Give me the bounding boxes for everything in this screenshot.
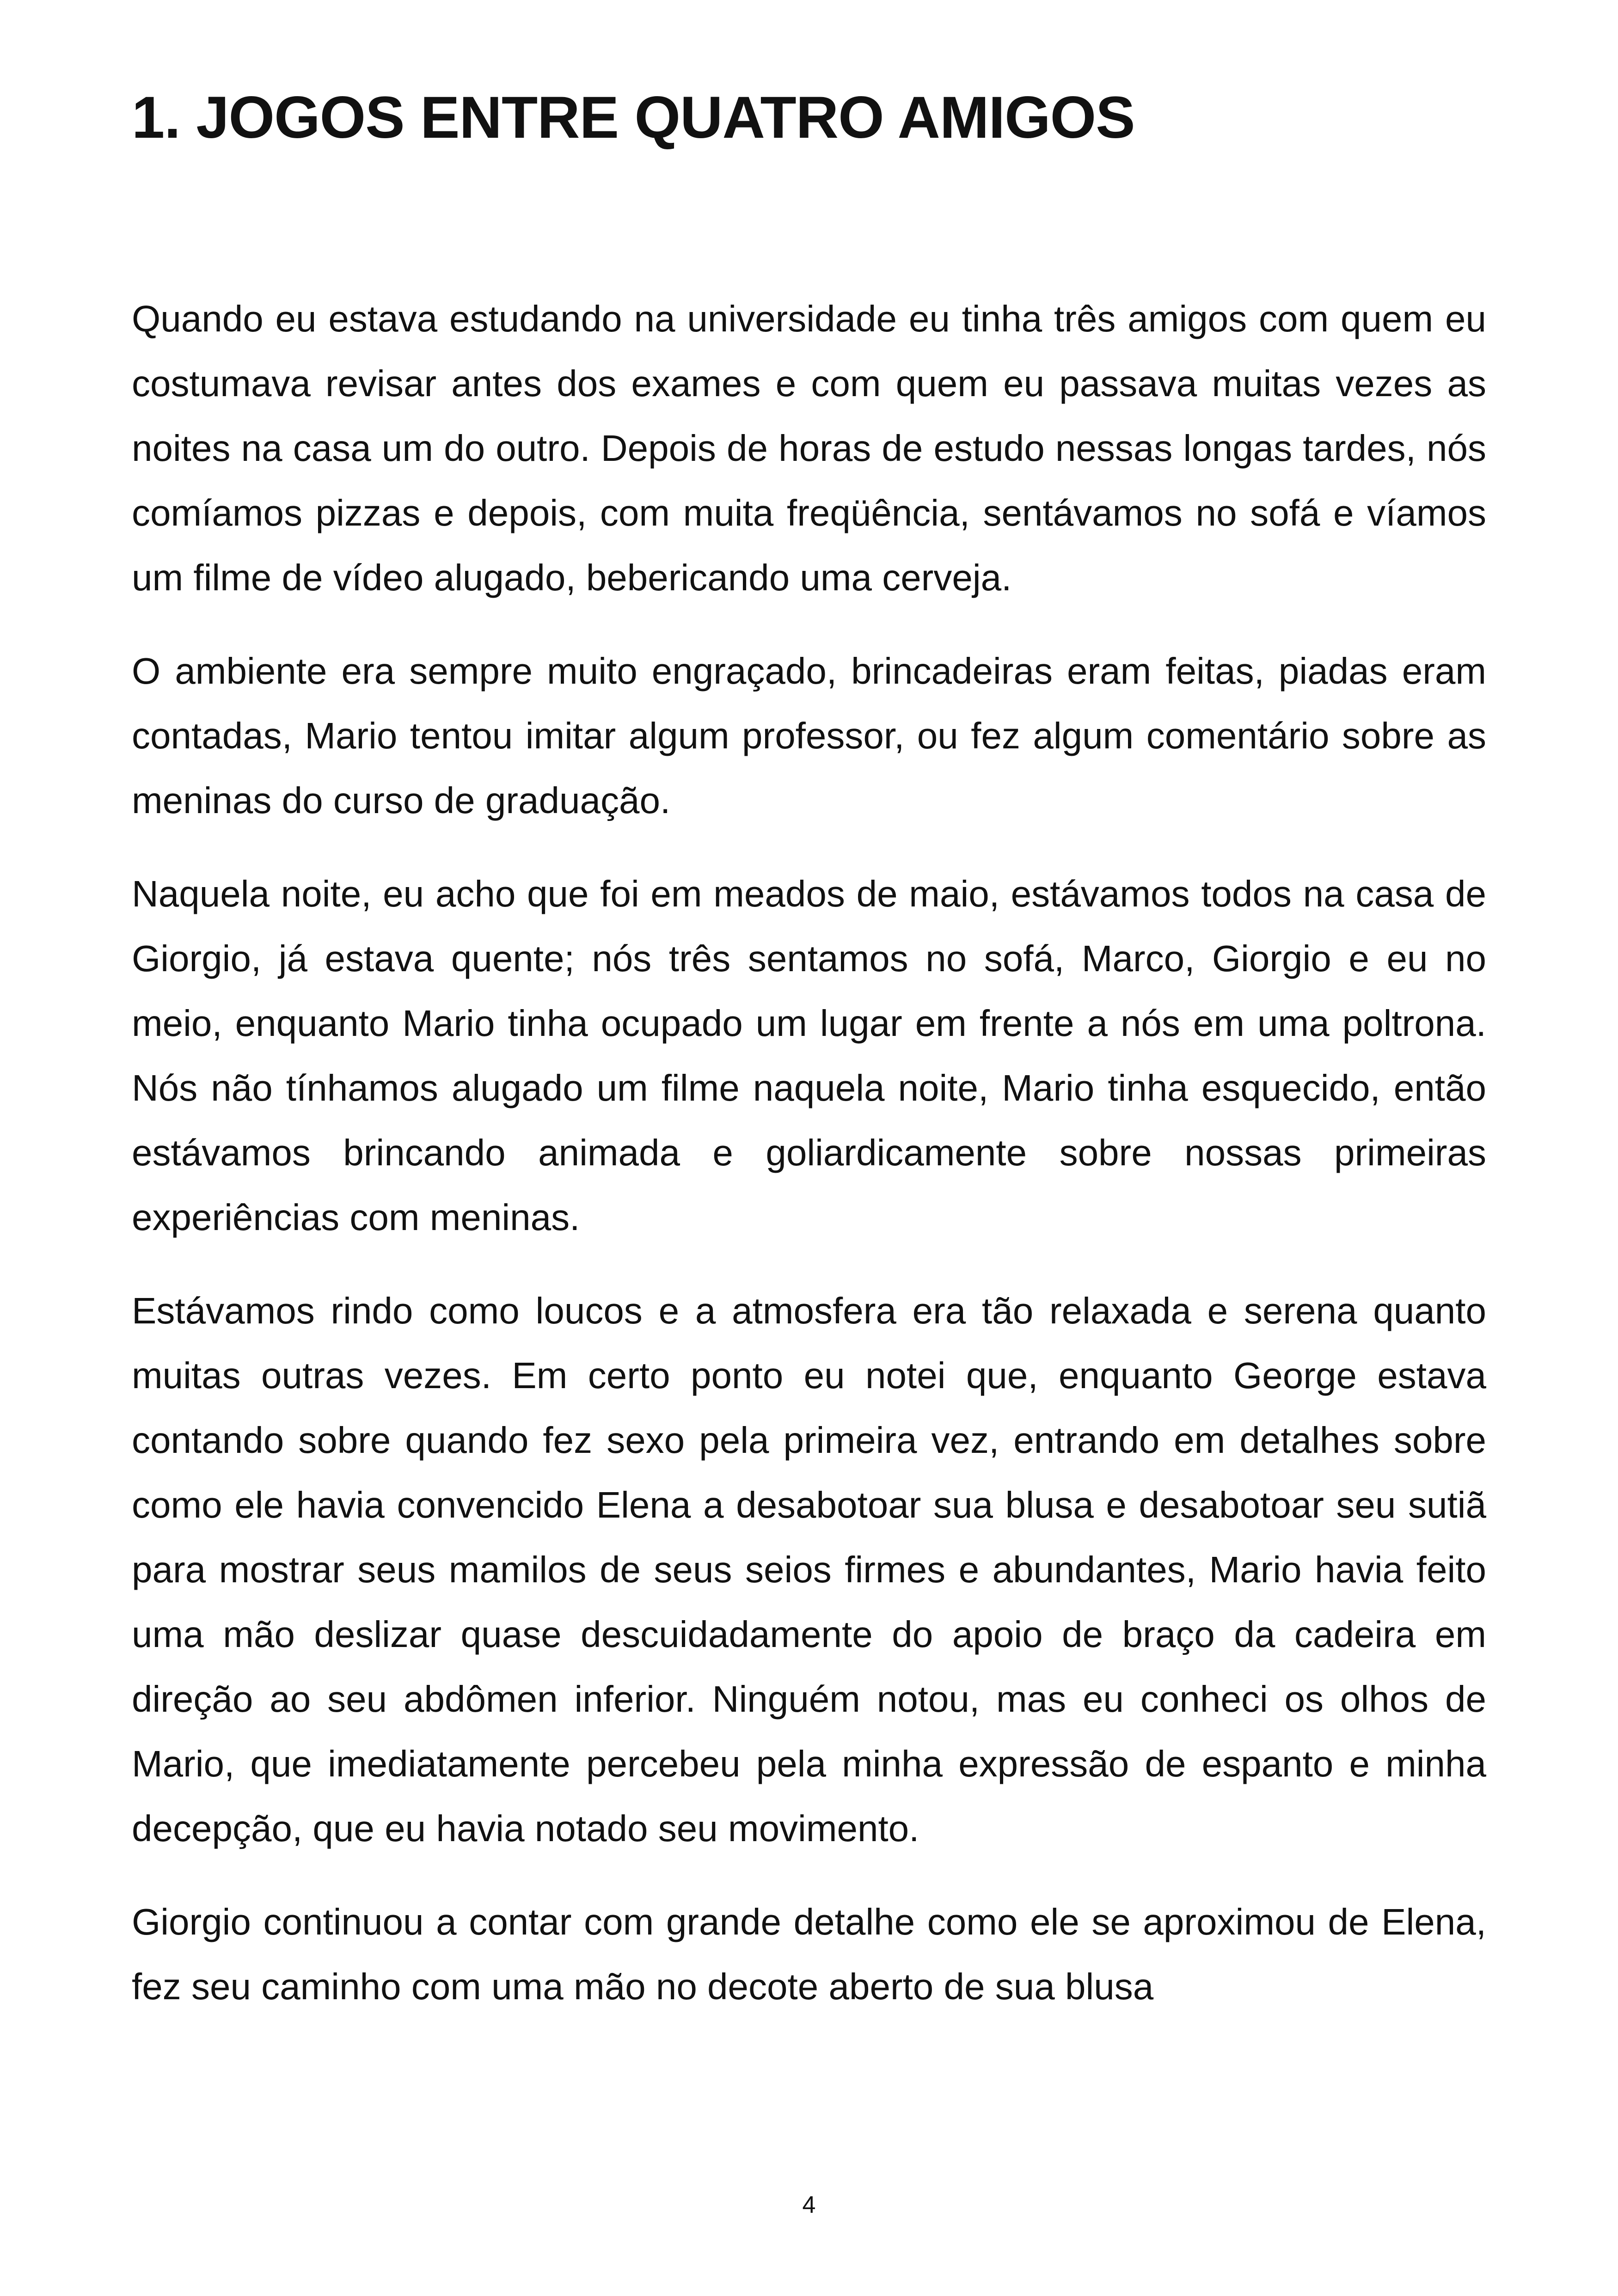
page-number: 4 [802, 2192, 816, 2218]
paragraph-1: Quando eu estava estudando na universidade eu tinha três amigos com quem eu costumava revisar antes dos exames e com quem eu passava muitas vezes as noites na casa um do outro. Depois de horas de estudo nessas longas tardes, nós comíamos pizzas e depois, com muita freqüência, sentávamos no sofá e víamos um filme de vídeo alugado, bebericando uma cerveja. [132, 298, 1486, 598]
paragraph-2: O ambiente era sempre muito engraçado, brincadeiras eram feitas, piadas eram contadas, Mario tentou imitar algum professor, ou fez algum comentário sobre as meninas do curso de graduação. [132, 650, 1486, 821]
chapter-title: 1. JOGOS ENTRE QUATRO AMIGOS [132, 85, 1135, 151]
chapter-body [132, 287, 1486, 2048]
paragraph-5: Giorgio continuou a contar com grande detalhe como ele se aproximou de Elena, fez seu caminho com uma mão no decote aberto de sua blusa [132, 1901, 1486, 2007]
paragraph-3: Naquela noite, eu acho que foi em meados de maio, estávamos todos na casa de Giorgio, já estava quente; nós três sentamos no sofá, Marco, Giorgio e eu no meio, enquanto Mario tinha ocupado um lugar em frente a nós em uma poltrona. Nós não tínhamos alugado um filme naquela noite, Mario tinha esquecido, então estávamos brincando animada e goliardicamente sobre nossas primeiras experiências com meninas. [132, 873, 1486, 1238]
paragraph-4: Estávamos rindo como loucos e a atmosfera era tão relaxada e serena quanto muitas outras vezes. Em certo ponto eu notei que, enquanto George estava contando sobre quando fez sexo pela primeira vez, entrando em detalhes sobre como ele havia convencido Elena a desabotoar sua blusa e desabotoar seu sutiã para mostrar seus mamilos de seus seios firmes e abundantes, Mario havia feito uma mão deslizar quase descuidadamente do apoio de braço da cadeira em direção ao seu abdômen inferior. Ninguém notou, mas eu conheci os olhos de Mario, que imediatamente percebeu pela minha expressão de espanto e minha decepção, que eu havia notado seu movimento. [132, 1290, 1486, 1849]
